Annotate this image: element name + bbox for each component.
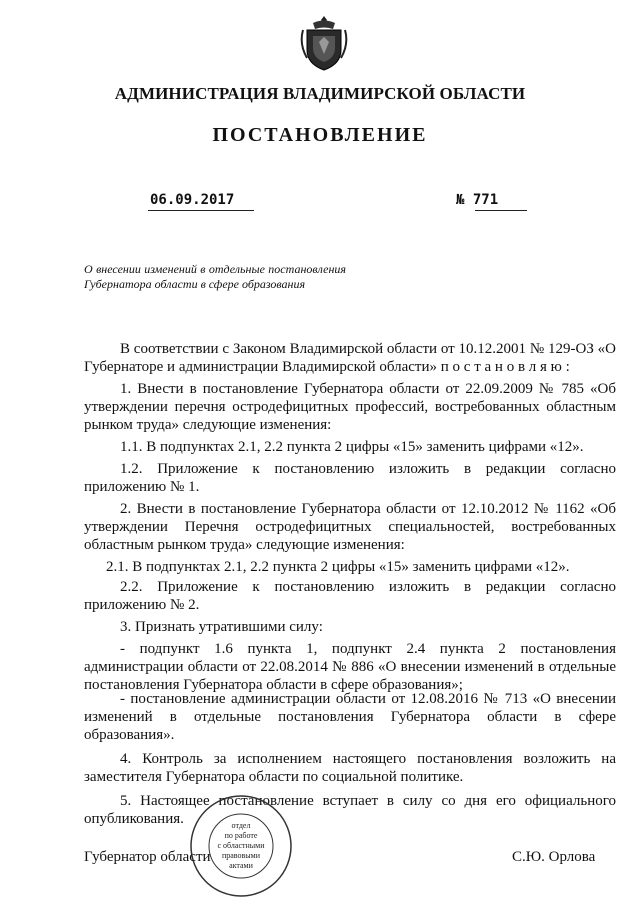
paragraph-item-1-1: 1.1. В подпунктах 2.1, 2.2 пункта 2 цифры «15» заменить цифрами «12». [120, 439, 584, 455]
svg-text:правовыми: правовыми [221, 851, 261, 860]
organization-name: АДМИНИСТРАЦИЯ ВЛАДИМИРСКОЙ ОБЛАСТИ [114, 84, 526, 103]
paragraph-item-2-1: 2.1. В подпунктах 2.1, 2.2 пункта 2 цифры «15» заменить цифрами «12». [106, 559, 570, 575]
paragraph-item-3: 3. Признать утратившими силу: [120, 619, 323, 635]
document-date: 06.09.2017 [150, 192, 235, 208]
document-subject: О внесении изменений в отдельные постановления Губернатора области в сфере образования [84, 262, 346, 291]
signatory-title: Губернатор области [84, 849, 211, 865]
paragraph-item-3-b: - постановление администрации области от 12.08.2016 № 713 «О внесении изменений в отдельные постановления Губернатора области в сфере образования». [84, 691, 616, 743]
paragraph-item-1-2: 1.2. Приложение к постановлению изложить в редакции согласно приложению № 1. [84, 461, 616, 495]
signatory-name: С.Ю. Орлова [512, 849, 596, 865]
document-number: № 771 [456, 192, 499, 208]
svg-text:по работе: по работе [224, 831, 258, 840]
paragraph-item-2: 2. Внести в постановление Губернатора области от 12.10.2012 № 1162 «Об утверждении Перечня остродефицитных специальностей, востребованных областным рынком труда» следующие изменения: [84, 501, 616, 553]
paragraph-item-1: 1. Внести в постановление Губернатора области от 22.09.2009 № 785 «Об утверждении перечня остродефицитных профессий, востребованных областным рынком труда» следующие изменения: [84, 381, 616, 433]
svg-text:отдел: отдел [231, 821, 251, 830]
date-underline [148, 210, 254, 211]
paragraph-item-2-2: 2.2. Приложение к постановлению изложить в редакции согласно приложению № 2. [84, 579, 616, 613]
svg-text:актами: актами [229, 861, 253, 870]
svg-text:с областными: с областными [217, 841, 265, 850]
paragraph-item-3-a: - подпункт 1.6 пункта 1, подпункт 2.4 пункта 2 постановления администрации области от 22.08.2014 № 886 «О внесении изменений в отдельные постановления Губернатора области в сфере образования»; [84, 641, 616, 693]
department-stamp-icon [186, 792, 296, 900]
number-underline [475, 210, 527, 211]
coat-of-arms-icon [299, 14, 349, 72]
paragraph-item-5: 5. Настоящее постановление вступает в силу со дня его официального опубликования. [84, 793, 616, 827]
preamble-paragraph: В соответствии с Законом Владимирской области от 10.12.2001 № 129-ОЗ «О Губернаторе и администрации Владимирской области» п о с т а н о в л я ю : [84, 341, 616, 375]
document-type: ПОСТАНОВЛЕНИЕ [212, 124, 428, 146]
paragraph-item-4: 4. Контроль за исполнением настоящего постановления возложить на заместителя Губернатора области по социальной политике. [84, 751, 616, 785]
